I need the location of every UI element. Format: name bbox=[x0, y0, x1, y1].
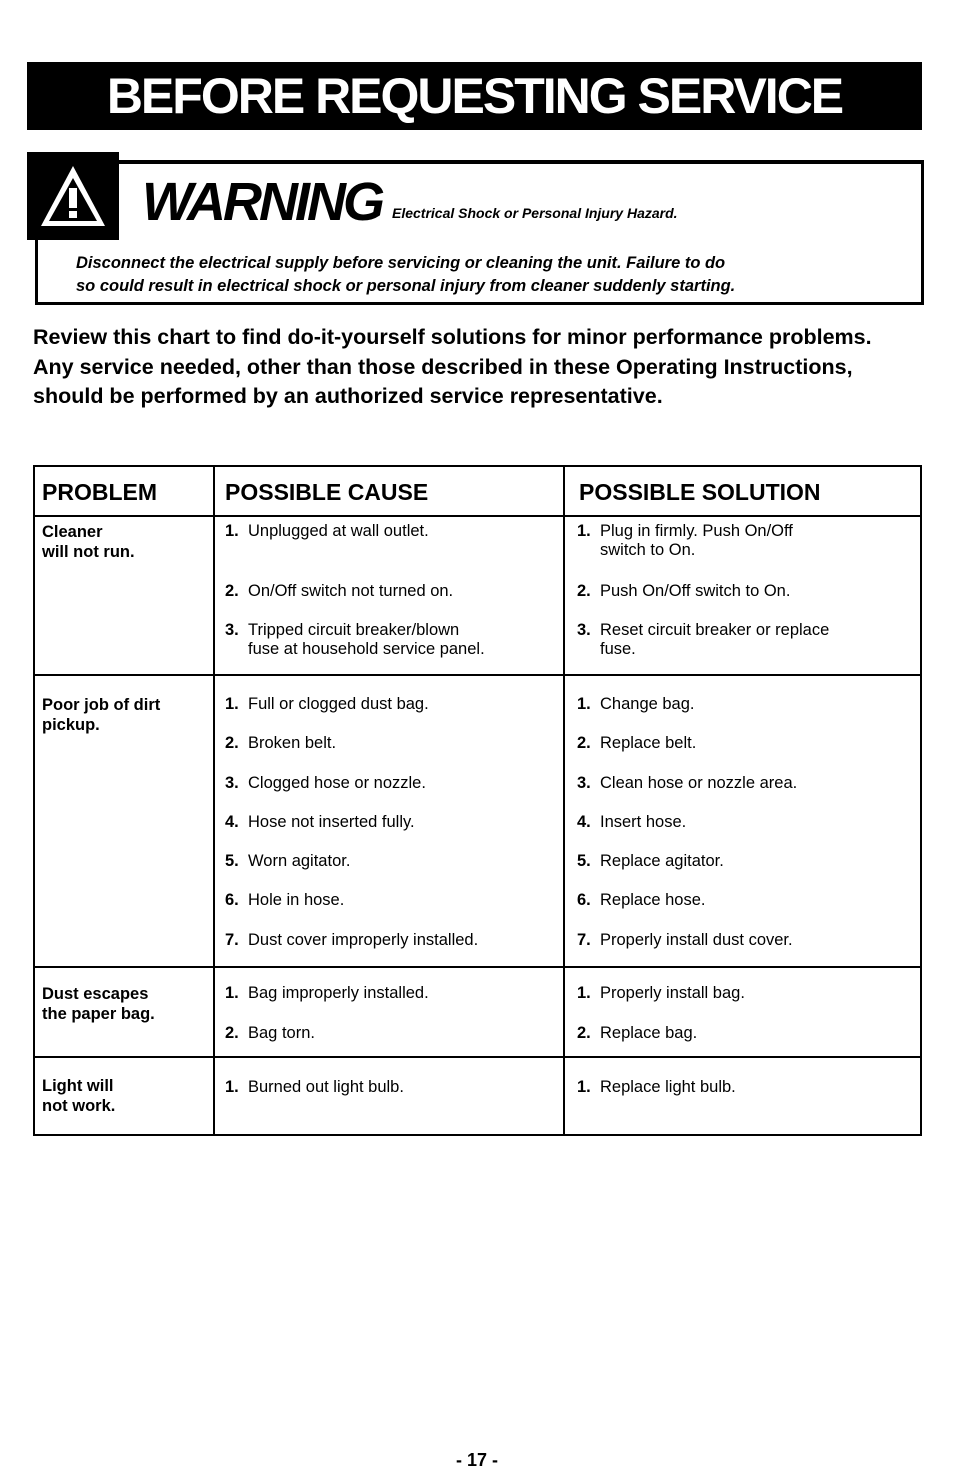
problem-cell: Light will not work. bbox=[42, 1077, 116, 1115]
item-text: Hole in hose. bbox=[248, 891, 345, 909]
warning-subheading: Electrical Shock or Personal Injury Hazard. bbox=[392, 205, 678, 221]
solution-item bbox=[577, 582, 790, 601]
item-text: Dust cover improperly installed. bbox=[248, 931, 479, 949]
item-number: 1. bbox=[577, 1078, 591, 1096]
cause-item bbox=[225, 621, 485, 659]
item-text: Properly install dust cover. bbox=[600, 931, 793, 949]
warning-body-line-1: Disconnect the electrical supply before servicing or cleaning the unit. Failure to do bbox=[76, 254, 726, 272]
item-text: Hose not inserted fully. bbox=[248, 813, 415, 831]
row-divider bbox=[35, 966, 920, 968]
item-text: Reset circuit breaker or replace fuse. bbox=[600, 621, 830, 658]
item-number: 2. bbox=[225, 582, 239, 600]
item-number: 7. bbox=[577, 931, 591, 949]
solution-item bbox=[577, 774, 797, 793]
item-number: 2. bbox=[577, 1024, 591, 1042]
item-text: Insert hose. bbox=[600, 813, 687, 831]
troubleshooting-table bbox=[33, 465, 922, 1136]
item-text: Bag torn. bbox=[248, 1024, 315, 1042]
solution-item bbox=[577, 891, 706, 910]
item-number: 3. bbox=[577, 621, 591, 639]
warning-body bbox=[76, 252, 906, 298]
warning-body-line-2: so could result in electrical shock or personal injury from cleaner suddenly starting. bbox=[76, 277, 736, 295]
row-divider bbox=[35, 674, 920, 676]
item-number: 1. bbox=[225, 695, 239, 713]
item-number: 3. bbox=[225, 621, 239, 639]
problem-cell: Poor job of dirt pickup. bbox=[42, 696, 161, 734]
solution-item bbox=[577, 931, 793, 950]
item-text: Full or clogged dust bag. bbox=[248, 695, 429, 713]
item-text: Properly install bag. bbox=[600, 984, 745, 1002]
solution-item bbox=[577, 522, 793, 560]
item-text: Bag improperly installed. bbox=[248, 984, 429, 1002]
item-number: 5. bbox=[225, 852, 239, 870]
page-title: BEFORE REQUESTING SERVICE bbox=[27, 62, 922, 130]
item-text: Worn agitator. bbox=[248, 852, 351, 870]
item-text: Replace light bulb. bbox=[600, 1078, 736, 1096]
item-text: Change bag. bbox=[600, 695, 695, 713]
solution-item bbox=[577, 813, 686, 832]
cause-item bbox=[225, 852, 350, 871]
cause-item bbox=[225, 582, 453, 601]
item-number: 6. bbox=[225, 891, 239, 909]
row-divider bbox=[35, 1056, 920, 1058]
cause-item bbox=[225, 891, 344, 910]
item-text: Plug in firmly. Push On/Off switch to On. bbox=[600, 522, 793, 559]
header-problem: PROBLEM bbox=[42, 479, 157, 505]
item-text: Replace agitator. bbox=[600, 852, 724, 870]
header-divider bbox=[35, 515, 920, 517]
item-number: 2. bbox=[225, 734, 239, 752]
solution-item bbox=[577, 852, 724, 871]
item-number: 4. bbox=[225, 813, 239, 831]
header-possible-cause: POSSIBLE CAUSE bbox=[225, 479, 429, 505]
item-number: 4. bbox=[577, 813, 591, 831]
cause-item bbox=[225, 1078, 404, 1097]
solution-item bbox=[577, 1024, 697, 1043]
intro-paragraph: Review this chart to find do-it-yourself solutions for minor performance problems. Any service needed, other than those described in these Operating Instructions, should be performed by an authorized service representative. bbox=[33, 325, 872, 408]
item-number: 1. bbox=[577, 695, 591, 713]
item-text: Replace belt. bbox=[600, 734, 697, 752]
item-number: 3. bbox=[577, 774, 591, 792]
item-number: 2. bbox=[225, 1024, 239, 1042]
item-text: Push On/Off switch to On. bbox=[600, 582, 791, 600]
item-text: Broken belt. bbox=[248, 734, 337, 752]
item-text: Tripped circuit breaker/blown fuse at household service panel. bbox=[248, 621, 485, 658]
header-possible-solution: POSSIBLE SOLUTION bbox=[579, 479, 821, 505]
problem-cell: Dust escapes the paper bag. bbox=[42, 985, 155, 1023]
problem-cell: Cleaner will not run. bbox=[42, 523, 135, 561]
warning-icon-panel bbox=[27, 152, 119, 240]
item-text: Clean hose or nozzle area. bbox=[600, 774, 798, 792]
item-number: 1. bbox=[225, 522, 239, 540]
cause-item bbox=[225, 774, 426, 793]
item-text: Replace bag. bbox=[600, 1024, 698, 1042]
item-number: 1. bbox=[577, 522, 591, 540]
item-text: On/Off switch not turned on. bbox=[248, 582, 454, 600]
item-text: Replace hose. bbox=[600, 891, 706, 909]
cause-item bbox=[225, 984, 429, 1003]
item-number: 7. bbox=[225, 931, 239, 949]
solution-item bbox=[577, 621, 829, 659]
solution-item bbox=[577, 984, 745, 1003]
item-number: 1. bbox=[225, 984, 239, 1002]
solution-item bbox=[577, 695, 695, 714]
item-number: 2. bbox=[577, 734, 591, 752]
item-number: 6. bbox=[577, 891, 591, 909]
item-text: Unplugged at wall outlet. bbox=[248, 522, 429, 540]
cause-item bbox=[225, 734, 336, 753]
cause-item bbox=[225, 931, 478, 950]
cause-item bbox=[225, 813, 415, 832]
item-text: Burned out light bulb. bbox=[248, 1078, 404, 1096]
solution-item bbox=[577, 734, 696, 753]
item-number: 1. bbox=[225, 1078, 239, 1096]
cause-item bbox=[225, 1024, 315, 1043]
item-number: 2. bbox=[577, 582, 591, 600]
warning-heading: WARNING bbox=[142, 172, 382, 232]
warning-triangle-icon bbox=[39, 164, 107, 228]
column-divider bbox=[213, 467, 215, 1134]
column-divider bbox=[563, 467, 565, 1134]
page-number: - 17 - bbox=[455, 1450, 498, 1470]
cause-item bbox=[225, 695, 429, 714]
item-number: 5. bbox=[577, 852, 591, 870]
cause-item bbox=[225, 522, 429, 541]
item-number: 1. bbox=[577, 984, 591, 1002]
item-number: 3. bbox=[225, 774, 239, 792]
item-text: Clogged hose or nozzle. bbox=[248, 774, 426, 792]
solution-item bbox=[577, 1078, 736, 1097]
